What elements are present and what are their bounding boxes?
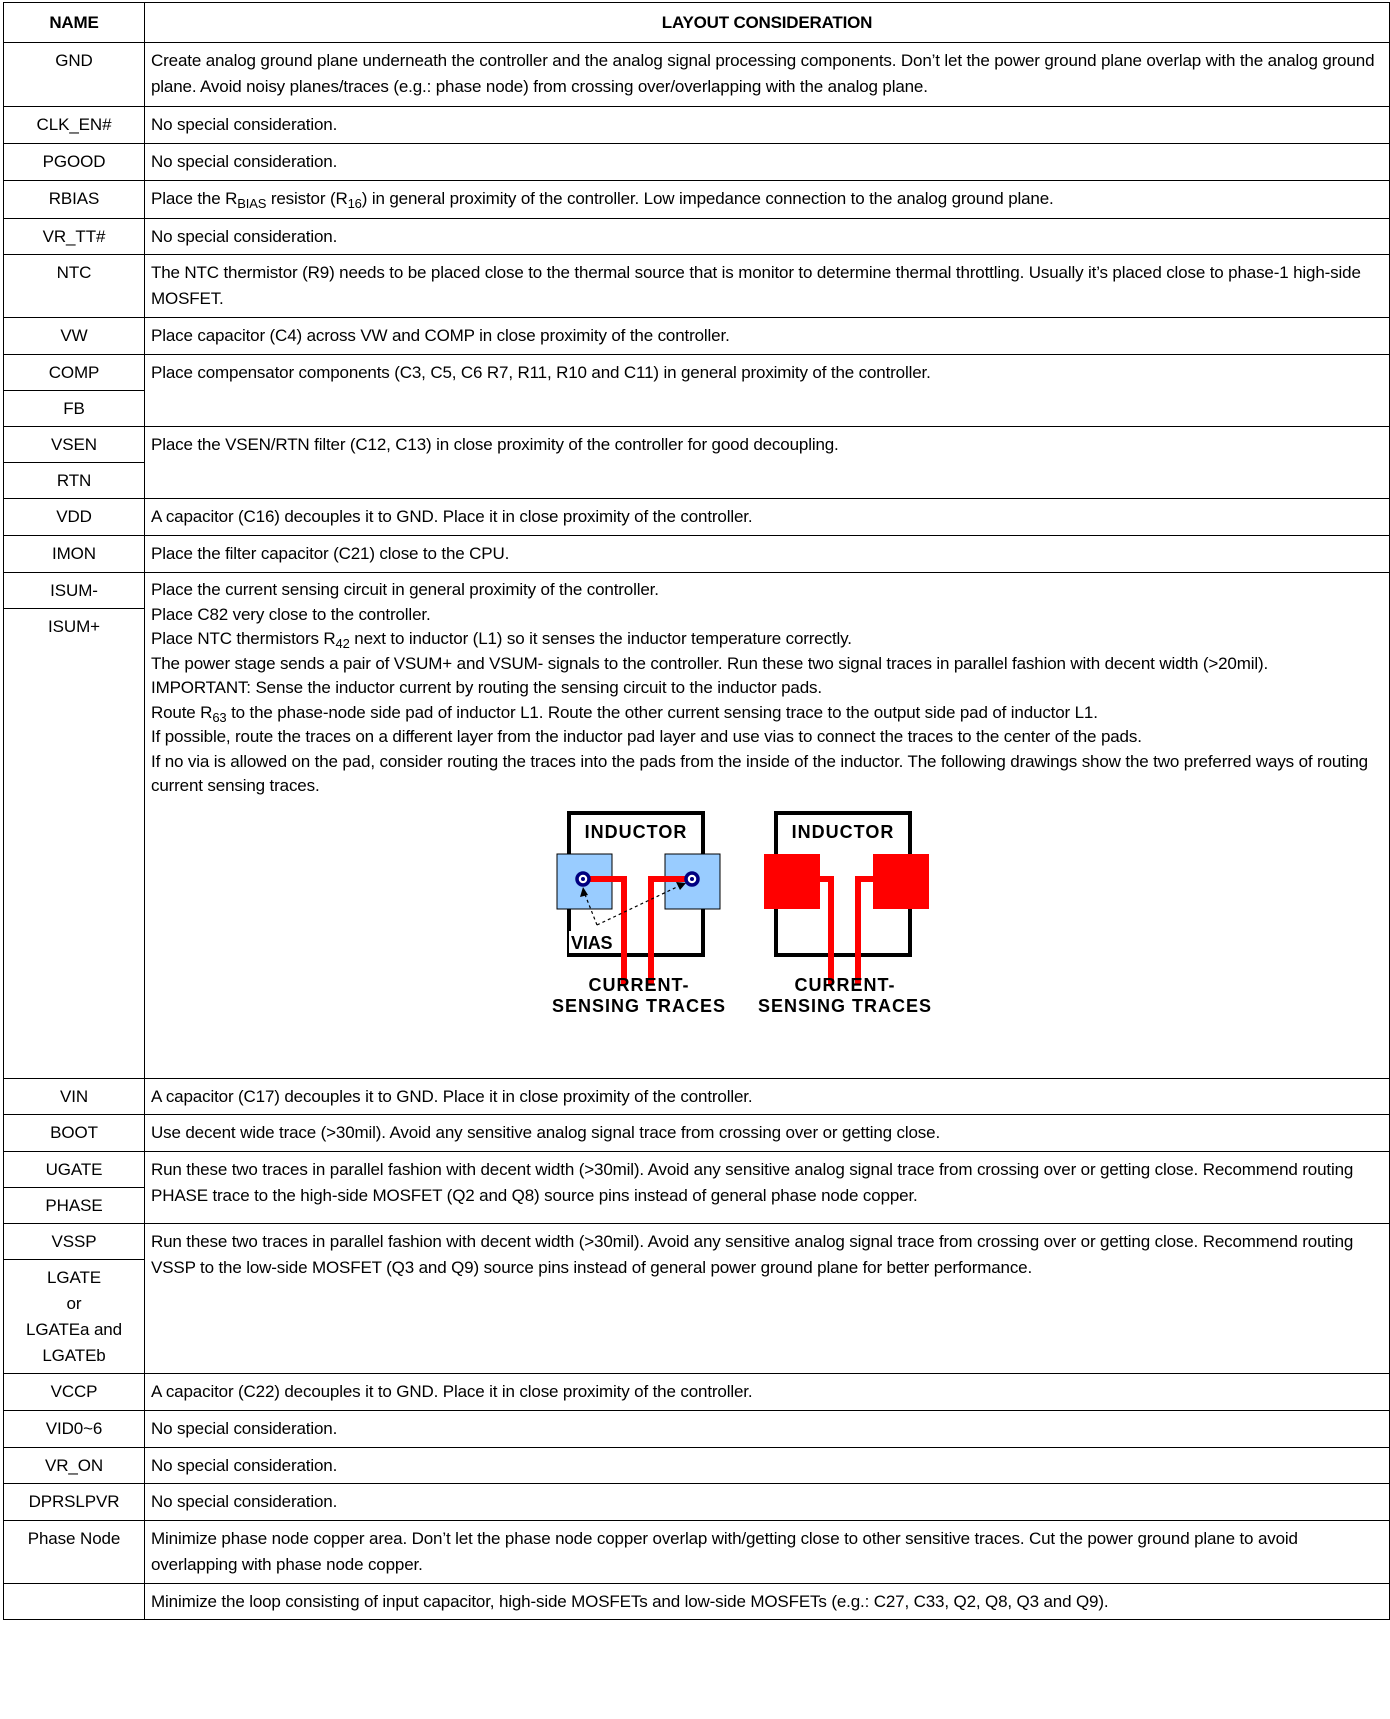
text-line	[151, 701, 1383, 726]
text-line	[151, 627, 1383, 652]
pin-name: VDD	[4, 499, 145, 536]
text-line: Place C82 very close to the controller.	[151, 604, 431, 624]
pin-name-line: LGATEb	[42, 1346, 106, 1365]
via-center	[581, 877, 585, 881]
consideration-text: Place the filter capacitor (C21) close to the CPU.	[145, 536, 1390, 573]
text-run: ) in general proximity of the controller. Low impedance connection to the analog ground plane.	[361, 189, 1054, 208]
table-row	[4, 1411, 1390, 1448]
consideration-text: A capacitor (C22) decouples it to GND. Place it in close proximity of the controller.	[145, 1374, 1390, 1411]
consideration-text	[145, 573, 1390, 1079]
inductor-pad-left	[764, 854, 820, 909]
pin-name: VIN	[4, 1079, 145, 1115]
pin-name: VR_ON	[4, 1448, 145, 1484]
table-row	[4, 219, 1390, 255]
table-row	[4, 107, 1390, 144]
text-run: resistor (R	[266, 189, 348, 208]
text-line: The power stage sends a pair of VSUM+ and VSUM- signals to the controller. Run these two signal traces in parallel fashion with decent width (>20mil).	[151, 653, 1269, 673]
table-row	[4, 355, 1390, 391]
table-row	[4, 499, 1390, 536]
pin-name: VR_TT#	[4, 219, 145, 255]
consideration-text: A capacitor (C16) decouples it to GND. Place it in close proximity of the controller.	[145, 499, 1390, 536]
consideration-text: Place capacitor (C4) across VW and COMP in close proximity of the controller.	[145, 318, 1390, 355]
subscript: 42	[335, 636, 350, 651]
consideration-text: The NTC thermistor (R9) needs to be placed close to the thermal source that is monitor to determine thermal throttling. Usually it’s placed close to phase-1 high-side MOSFET.	[145, 255, 1390, 318]
text-line: Place the current sensing circuit in general proximity of the controller.	[151, 580, 659, 599]
pin-name: VID0~6	[4, 1411, 145, 1448]
text-run: to the phase-node side pad of inductor L1. Route the other current sensing trace to the output side pad of inductor L1.	[226, 702, 1098, 722]
traces-label-line1: CURRENT-	[794, 974, 896, 995]
name-column-header: NAME	[4, 3, 145, 43]
pin-name: FB	[4, 391, 145, 427]
pin-name-line: LGATEa and	[25, 1320, 123, 1339]
text-run: Place the R	[151, 189, 238, 208]
consideration-text	[145, 181, 1390, 219]
pin-name: PGOOD	[4, 144, 145, 181]
table-row	[4, 43, 1390, 107]
pin-name: BOOT	[4, 1115, 145, 1152]
pin-name: COMP	[4, 355, 145, 391]
layout-consideration-table	[3, 2, 1390, 1620]
consideration-text: Run these two traces in parallel fashion with decent width (>30mil). Avoid any sensitive analog signal trace from crossing over or getting close. Recommend routing PHASE trace to the high-side MOSFET (Q2 and Q8) source pins instead of general phase node copper.	[145, 1152, 1390, 1224]
pin-name: Phase Node	[4, 1521, 145, 1584]
table-row	[4, 1374, 1390, 1411]
consideration-text: Run these two traces in parallel fashion with decent width (>30mil). Avoid any sensitive analog signal trace from crossing over or getting close. Recommend routing VSSP to the low-side MOSFET (Q3 and Q9) source pins instead of general power ground plane for better performance.	[145, 1224, 1390, 1374]
consideration-text: No special consideration.	[145, 1411, 1390, 1448]
text-run: Route R	[151, 702, 213, 722]
text-line: If no via is allowed on the pad, consider routing the traces into the pads from the inside of the inductor. The following drawings show the two preferred ways of routing current sensing traces.	[151, 751, 1368, 795]
pin-name: VW	[4, 318, 145, 355]
consideration-text: A capacitor (C17) decouples it to GND. Place it in close proximity of the controller.	[145, 1079, 1390, 1115]
pin-name: IMON	[4, 536, 145, 573]
table-row	[4, 1584, 1390, 1620]
inductor-routing-diagram	[151, 809, 1383, 1019]
consideration-text: No special consideration.	[145, 1484, 1390, 1521]
consideration-column-header: LAYOUT CONSIDERATION	[145, 3, 1390, 43]
subscript: 16	[347, 196, 362, 211]
pin-name-line: or	[66, 1294, 82, 1313]
consideration-text: No special consideration.	[145, 144, 1390, 181]
table-row	[4, 181, 1390, 219]
traces-label-line2: SENSING TRACES	[757, 995, 933, 1016]
header-row	[4, 3, 1390, 43]
consideration-text: Minimize the loop consisting of input capacitor, high-side MOSFETs and low-side MOSFETs (e.g.: C27, C33, Q2, Q8, Q3 and Q9).	[145, 1584, 1390, 1620]
consideration-text: Place the VSEN/RTN filter (C12, C13) in close proximity of the controller for good decoupling.	[145, 427, 1390, 499]
text-line: If possible, route the traces on a different layer from the inductor pad layer and use vias to connect the traces to the center of the pads.	[151, 727, 1142, 746]
pin-name: NTC	[4, 255, 145, 318]
pin-name: ISUM+	[4, 609, 145, 1079]
inductor-label: INDUCTOR	[584, 821, 688, 842]
inductor-with-vias	[552, 813, 726, 1016]
pin-name	[4, 1584, 145, 1620]
pin-name: RTN	[4, 463, 145, 499]
table-row	[4, 1115, 1390, 1152]
traces-label-line2: SENSING TRACES	[551, 995, 727, 1016]
table-row	[4, 318, 1390, 355]
pin-name: VSEN	[4, 427, 145, 463]
pin-name-line: LGATE	[47, 1268, 101, 1287]
pin-name: VSSP	[4, 1224, 145, 1260]
pin-name: DPRSLPVR	[4, 1484, 145, 1521]
inductor-label: INDUCTOR	[791, 821, 895, 842]
pin-name: CLK_EN#	[4, 107, 145, 144]
subscript: 63	[212, 709, 227, 725]
inductor-without-vias	[758, 813, 932, 1016]
consideration-text: No special consideration.	[145, 1448, 1390, 1484]
table-row	[4, 255, 1390, 318]
vias-label: VIAS	[571, 932, 613, 953]
via-center	[690, 877, 694, 881]
table-row	[4, 1484, 1390, 1521]
inductor-routing-svg	[549, 809, 949, 1019]
subscript: BIAS	[237, 196, 267, 211]
pin-name	[4, 1260, 145, 1374]
pin-name: GND	[4, 43, 145, 107]
table-row	[4, 1521, 1390, 1584]
table-row	[4, 1448, 1390, 1484]
text-run: Place NTC thermistors R	[151, 629, 336, 648]
pin-name: ISUM-	[4, 573, 145, 609]
consideration-text: No special consideration.	[145, 219, 1390, 255]
consideration-text: Use decent wide trace (>30mil). Avoid any sensitive analog signal trace from crossing over or getting close.	[145, 1115, 1390, 1152]
pin-name: UGATE	[4, 1152, 145, 1188]
table-row	[4, 1079, 1390, 1115]
consideration-text: Minimize phase node copper area. Don’t let the phase node copper overlap with/getting close to other sensitive traces. Cut the power ground plane to avoid overlapping with phase node copper.	[145, 1521, 1390, 1584]
table-row	[4, 1152, 1390, 1188]
table-row	[4, 573, 1390, 609]
pin-name: RBIAS	[4, 181, 145, 219]
text-line: IMPORTANT: Sense the inductor current by routing the sensing circuit to the inductor pads.	[151, 678, 822, 697]
inductor-pad-right	[873, 854, 929, 909]
table-row	[4, 1224, 1390, 1260]
pin-name: VCCP	[4, 1374, 145, 1411]
traces-label-line1: CURRENT-	[588, 974, 690, 995]
text-run: next to inductor (L1) so it senses the inductor temperature correctly.	[349, 629, 852, 648]
table-row	[4, 427, 1390, 463]
consideration-text: Create analog ground plane underneath the controller and the analog signal processing components. Don’t let the power ground plane overlap with the analog ground plane. Avoid noisy planes/traces (e.g.: phase node) from crossing over/overlapping with the analog plane.	[145, 43, 1390, 107]
table-row	[4, 536, 1390, 573]
consideration-text: Place compensator components (C3, C5, C6 R7, R11, R10 and C11) in general proximity of the controller.	[145, 355, 1390, 427]
table-row	[4, 144, 1390, 181]
pin-name: PHASE	[4, 1188, 145, 1224]
consideration-text: No special consideration.	[145, 107, 1390, 144]
